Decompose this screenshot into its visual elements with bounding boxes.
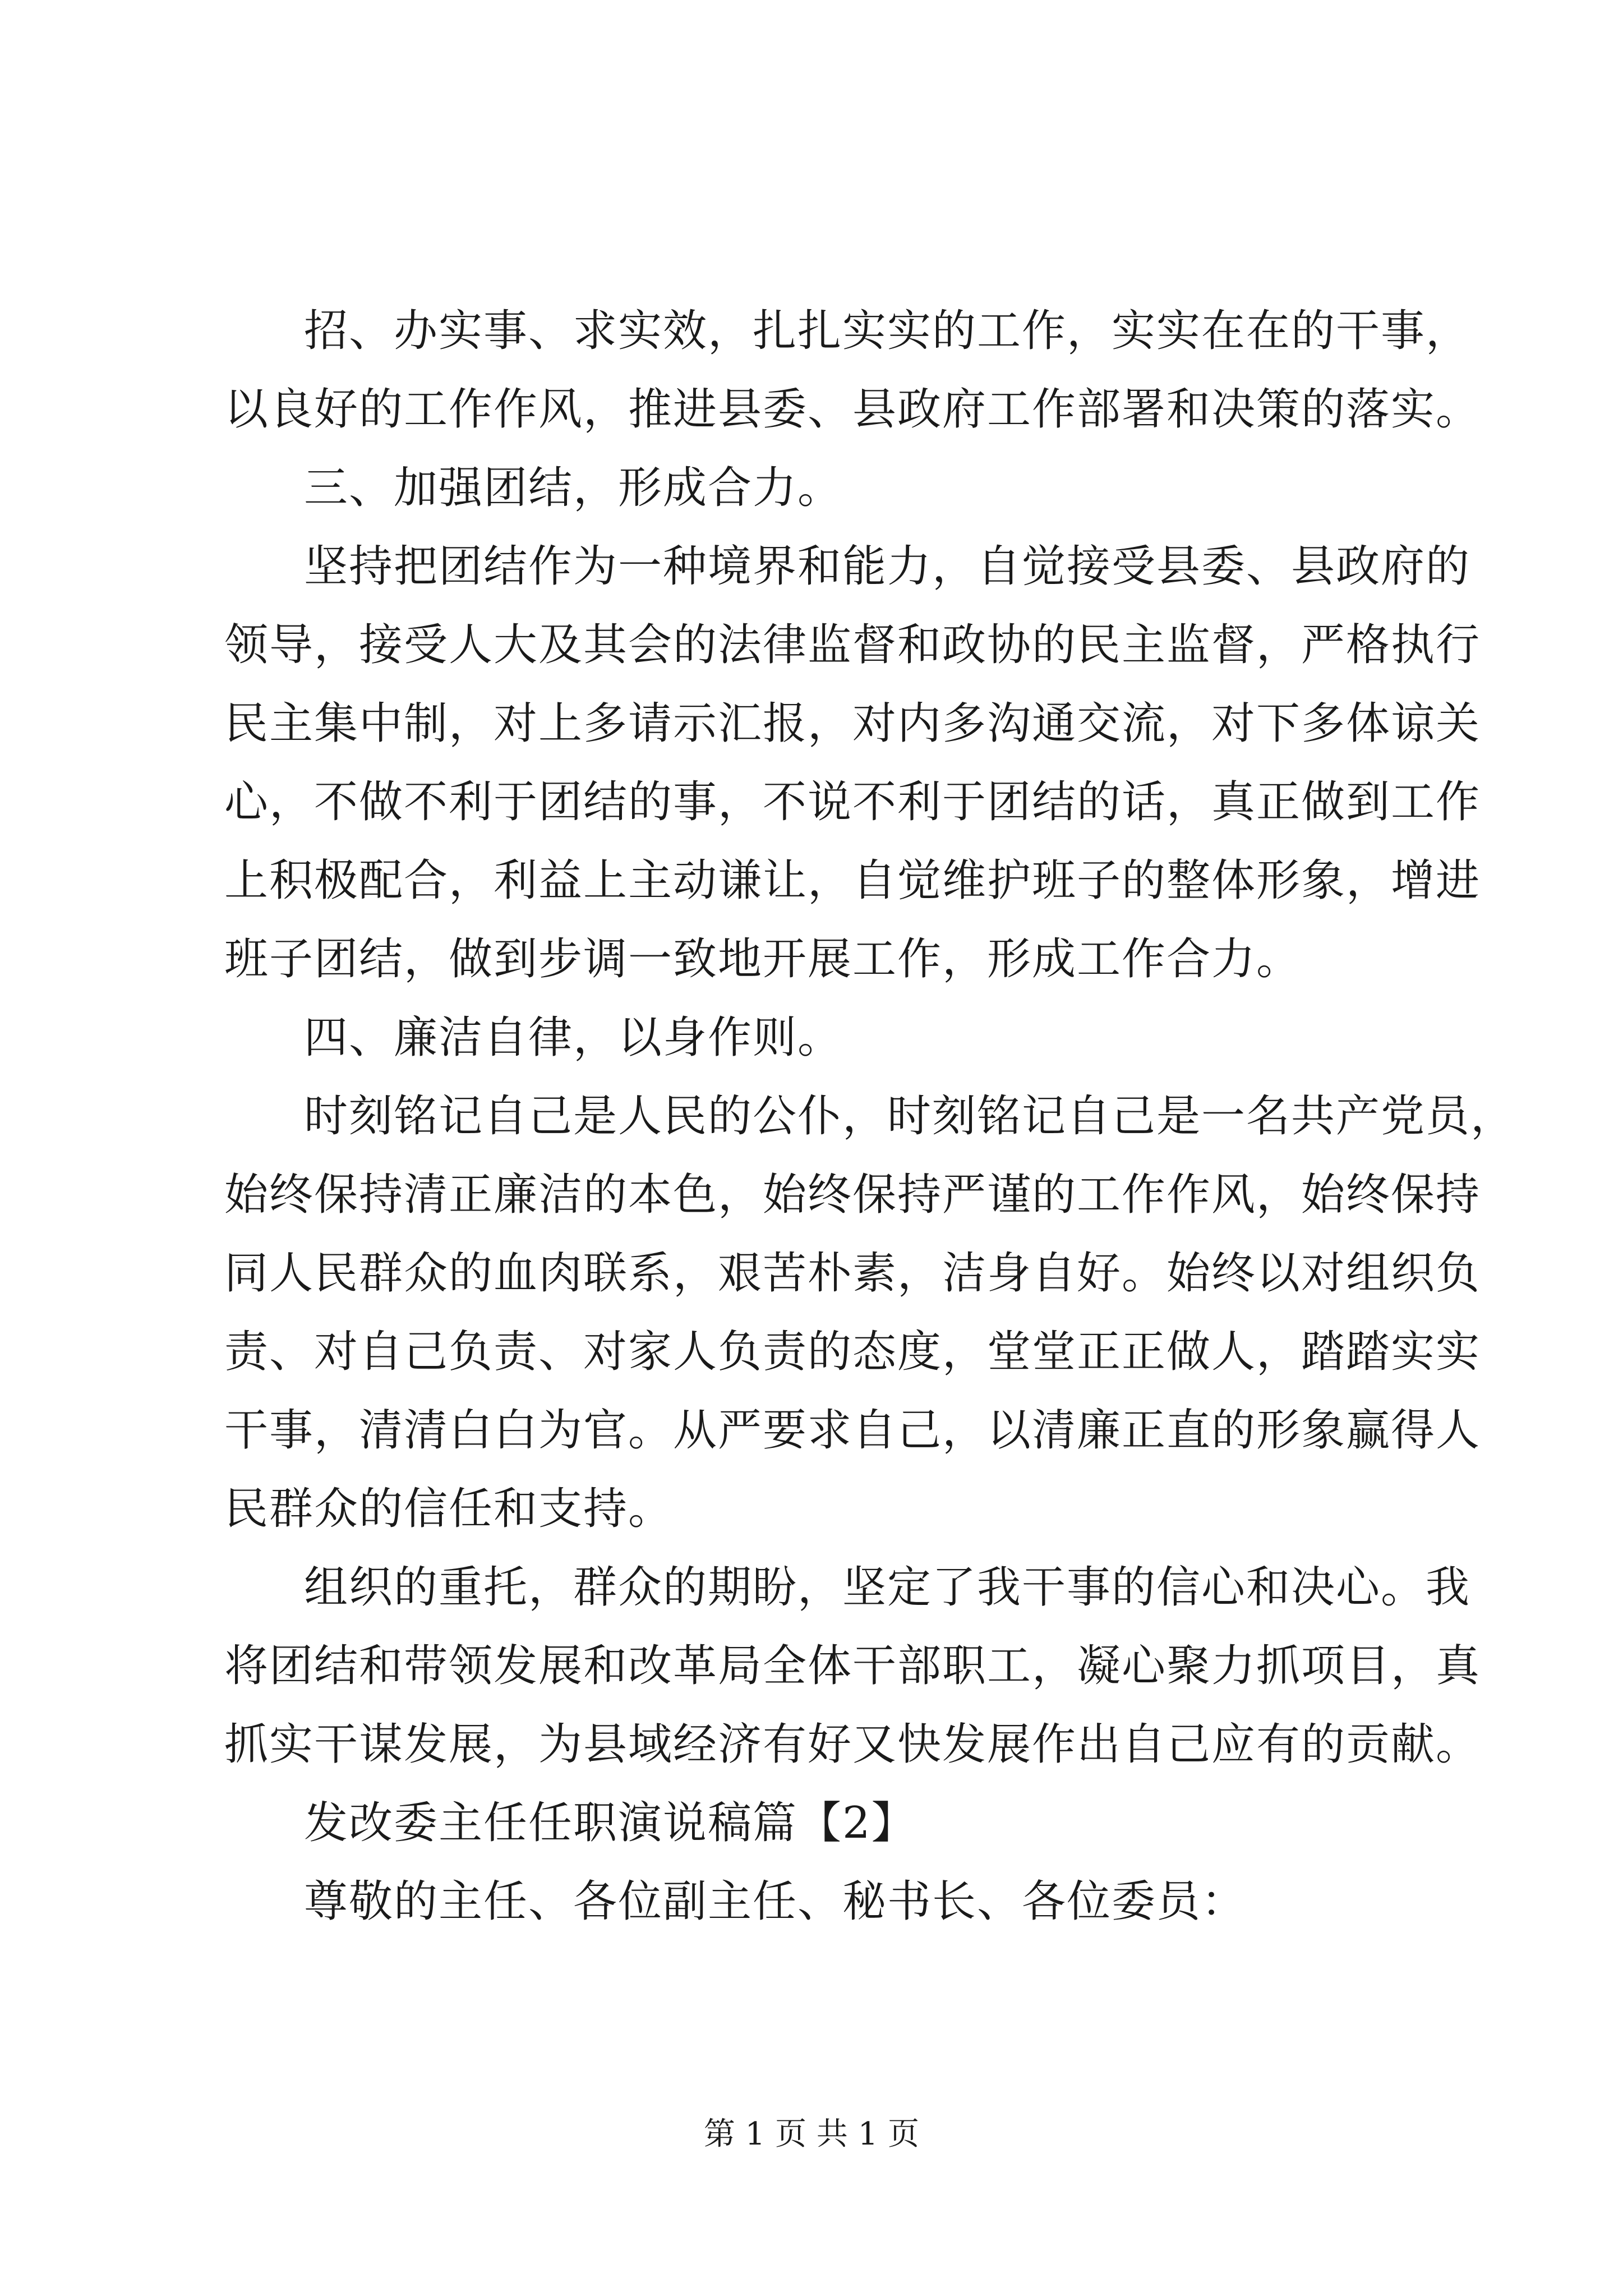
text-line: 组织的重托，群众的期盼，坚定了我干事的信心和决心。我 [304, 1562, 1471, 1613]
section-heading: 发改委主任任职演说稿篇【2】 [304, 1798, 916, 1848]
text-line: 责、对自己负责、对家人负责的态度，堂堂正正做人，踏踏实实 [224, 1327, 1481, 1377]
text-line: 坚持把团结作为一种境界和能力，自觉接受县委、县政府的 [304, 541, 1471, 592]
text-line: 上积极配合，利益上主动谦让，自觉维护班子的整体形象，增进 [224, 855, 1481, 906]
text-line: 以良好的工作作风，推进县委、县政府工作部署和决策的落实。 [224, 384, 1481, 435]
text-line: 时刻铭记自己是人民的公仆，时刻铭记自己是一名共产党员， [304, 1091, 1516, 1142]
text-line: 干事，清清白白为官。从严要求自己，以清廉正直的形象赢得人 [224, 1405, 1481, 1456]
text-line: 民主集中制，对上多请示汇报，对内多沟通交流，对下多体谅关 [224, 698, 1481, 749]
text-line: 始终保持清正廉洁的本色，始终保持严谨的工作作风，始终保持 [224, 1170, 1481, 1220]
text-line: 将团结和带领发展和改革局全体干部职工，凝心聚力抓项目，真 [224, 1641, 1481, 1691]
text-line: 心，不做不利于团结的事，不说不利于团结的话，真正做到工作 [224, 777, 1481, 827]
section-heading: 四、廉洁自律，以身作则。 [304, 1013, 843, 1063]
text-line: 领导，接受人大及其会的法律监督和政协的民主监督，严格执行 [224, 620, 1481, 670]
text-line: 同人民群众的血肉联系，艰苦朴素，洁身自好。始终以对组织负 [224, 1248, 1481, 1299]
text-line: 民群众的信任和支持。 [224, 1484, 674, 1534]
salutation: 尊敬的主任、各位副主任、秘书长、各位委员： [304, 1876, 1247, 1927]
text-line: 招、办实事、求实效，扎扎实实的工作，实实在在的干事， [304, 306, 1471, 356]
section-heading: 三、加强团结，形成合力。 [304, 463, 843, 513]
page-footer: 第 1 页 共 1 页 [703, 2116, 920, 2152]
text-line: 抓实干谋发展，为县域经济有好又快发展作出自己应有的贡献。 [224, 1719, 1481, 1770]
text-line: 班子团结，做到步调一致地开展工作，形成工作合力。 [224, 934, 1302, 984]
